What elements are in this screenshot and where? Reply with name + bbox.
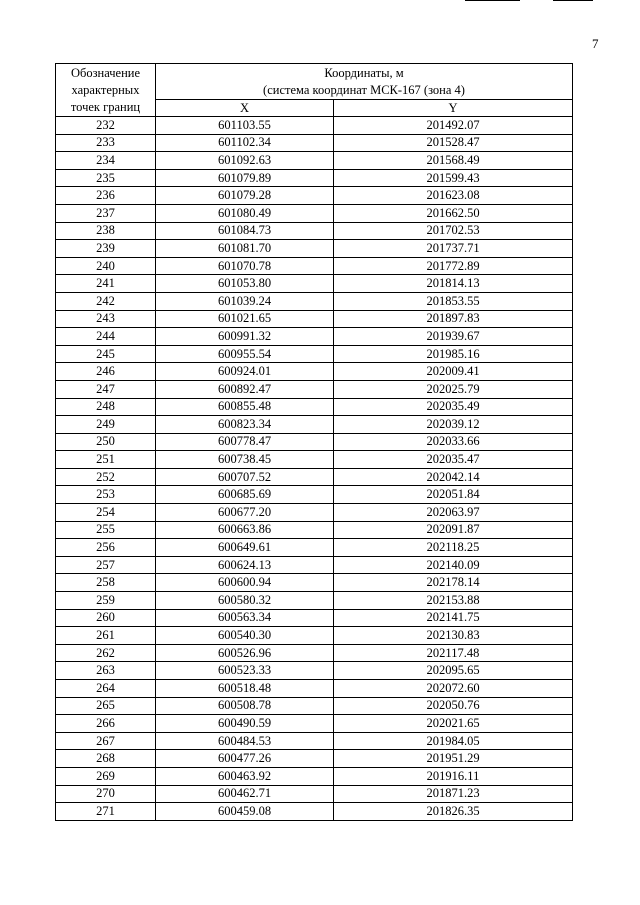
table-row	[56, 451, 573, 469]
x-coordinate-cell: 600924.01	[156, 363, 334, 381]
table-row	[56, 169, 573, 187]
y-coordinate-cell: 201871.23	[334, 785, 573, 803]
point-number-cell: 240	[56, 257, 156, 275]
x-coordinate-cell: 600892.47	[156, 380, 334, 398]
point-number-cell: 268	[56, 750, 156, 768]
table-row	[56, 275, 573, 293]
point-number-cell: 249	[56, 416, 156, 434]
x-coordinate-cell: 600624.13	[156, 556, 334, 574]
y-coordinate-cell: 202118.25	[334, 539, 573, 557]
point-designation-header	[56, 64, 156, 117]
point-header-line-1: Обозначение	[70, 65, 141, 80]
y-coordinate-cell: 202130.83	[334, 627, 573, 645]
y-coordinate-cell: 202091.87	[334, 521, 573, 539]
y-coordinate-cell: 201814.13	[334, 275, 573, 293]
y-coordinate-cell: 201568.49	[334, 152, 573, 170]
table-row	[56, 609, 573, 627]
y-coordinate-cell: 201826.35	[334, 803, 573, 821]
coordinates-header	[156, 64, 573, 100]
table-row	[56, 539, 573, 557]
x-coordinate-cell: 600677.20	[156, 504, 334, 522]
table-row	[56, 152, 573, 170]
point-number-cell: 242	[56, 292, 156, 310]
y-coordinate-cell: 202039.12	[334, 416, 573, 434]
top-line-right	[553, 0, 593, 1]
table-row	[56, 292, 573, 310]
y-coordinate-cell: 202033.66	[334, 433, 573, 451]
point-header-line-3: точек границ	[70, 99, 141, 114]
table-row	[56, 257, 573, 275]
point-number-cell: 236	[56, 187, 156, 205]
x-coordinate-cell: 601084.73	[156, 222, 334, 240]
point-number-cell: 265	[56, 697, 156, 715]
table-row	[56, 328, 573, 346]
y-coordinate-cell: 201599.43	[334, 169, 573, 187]
point-number-cell: 259	[56, 592, 156, 610]
x-coordinate-cell: 600991.32	[156, 328, 334, 346]
x-coordinate-cell: 600685.69	[156, 486, 334, 504]
x-coordinate-cell: 601102.34	[156, 134, 334, 152]
table-row	[56, 204, 573, 222]
table-row	[56, 398, 573, 416]
point-number-cell: 264	[56, 680, 156, 698]
x-coordinate-cell: 601092.63	[156, 152, 334, 170]
point-number-cell: 254	[56, 504, 156, 522]
table-row	[56, 715, 573, 733]
x-coordinate-cell: 600523.33	[156, 662, 334, 680]
y-column-header: Y	[334, 100, 573, 117]
y-coordinate-cell: 202153.88	[334, 592, 573, 610]
point-number-cell: 246	[56, 363, 156, 381]
x-coordinate-cell: 600484.53	[156, 732, 334, 750]
y-coordinate-cell: 202050.76	[334, 697, 573, 715]
x-coordinate-cell: 600477.26	[156, 750, 334, 768]
y-coordinate-cell: 201492.07	[334, 117, 573, 135]
point-number-cell: 233	[56, 134, 156, 152]
table-row	[56, 785, 573, 803]
table-row	[56, 363, 573, 381]
table-row	[56, 187, 573, 205]
point-number-cell: 262	[56, 644, 156, 662]
x-coordinate-cell: 600778.47	[156, 433, 334, 451]
point-number-cell: 266	[56, 715, 156, 733]
x-coordinate-cell: 600707.52	[156, 468, 334, 486]
x-coordinate-cell: 600563.34	[156, 609, 334, 627]
coordinates-table	[55, 63, 573, 821]
x-coordinate-cell: 600600.94	[156, 574, 334, 592]
table-row	[56, 767, 573, 785]
table-row	[56, 574, 573, 592]
x-coordinate-cell: 600663.86	[156, 521, 334, 539]
table-row	[56, 310, 573, 328]
x-column-header: X	[156, 100, 334, 117]
page-number: 7	[592, 36, 599, 51]
y-coordinate-cell: 201916.11	[334, 767, 573, 785]
x-coordinate-cell: 601080.49	[156, 204, 334, 222]
table-row	[56, 240, 573, 258]
point-number-cell: 257	[56, 556, 156, 574]
x-coordinate-cell: 600459.08	[156, 803, 334, 821]
y-coordinate-cell: 202063.97	[334, 504, 573, 522]
point-number-cell: 271	[56, 803, 156, 821]
table-row	[56, 644, 573, 662]
table-row	[56, 416, 573, 434]
y-coordinate-cell: 201984.05	[334, 732, 573, 750]
point-number-cell: 255	[56, 521, 156, 539]
table-row	[56, 592, 573, 610]
table-row	[56, 504, 573, 522]
y-coordinate-cell: 201951.29	[334, 750, 573, 768]
point-number-cell: 238	[56, 222, 156, 240]
coordinate-system: (система координат МСК-167 (зона 4)	[263, 82, 465, 97]
point-number-cell: 251	[56, 451, 156, 469]
point-number-cell: 237	[56, 204, 156, 222]
point-header-line-2: характерных	[71, 82, 140, 97]
table-row	[56, 433, 573, 451]
x-coordinate-cell: 600462.71	[156, 785, 334, 803]
point-number-cell: 248	[56, 398, 156, 416]
x-coordinate-cell: 600738.45	[156, 451, 334, 469]
point-number-cell: 239	[56, 240, 156, 258]
point-number-cell: 234	[56, 152, 156, 170]
point-number-cell: 247	[56, 380, 156, 398]
table-row	[56, 697, 573, 715]
point-number-cell: 261	[56, 627, 156, 645]
coordinates-title: Координаты, м	[324, 65, 404, 80]
y-coordinate-cell: 201623.08	[334, 187, 573, 205]
table-row	[56, 380, 573, 398]
y-coordinate-cell: 202035.49	[334, 398, 573, 416]
y-coordinate-cell: 202140.09	[334, 556, 573, 574]
y-coordinate-cell: 202042.14	[334, 468, 573, 486]
table-row	[56, 486, 573, 504]
x-coordinate-cell: 600855.48	[156, 398, 334, 416]
table-row	[56, 662, 573, 680]
y-coordinate-cell: 201772.89	[334, 257, 573, 275]
x-coordinate-cell: 601070.78	[156, 257, 334, 275]
y-coordinate-cell: 201939.67	[334, 328, 573, 346]
x-coordinate-cell: 601081.70	[156, 240, 334, 258]
x-coordinate-cell: 600490.59	[156, 715, 334, 733]
x-coordinate-cell: 600518.48	[156, 680, 334, 698]
table-row	[56, 732, 573, 750]
y-coordinate-cell: 201528.47	[334, 134, 573, 152]
x-coordinate-cell: 600540.30	[156, 627, 334, 645]
y-coordinate-cell: 202117.48	[334, 644, 573, 662]
y-coordinate-cell: 201897.83	[334, 310, 573, 328]
x-coordinate-cell: 601053.80	[156, 275, 334, 293]
table-row	[56, 222, 573, 240]
point-number-cell: 244	[56, 328, 156, 346]
y-coordinate-cell: 201985.16	[334, 345, 573, 363]
table-row	[56, 468, 573, 486]
table-row	[56, 134, 573, 152]
x-coordinate-cell: 600823.34	[156, 416, 334, 434]
top-line-left	[465, 0, 520, 1]
point-number-cell: 243	[56, 310, 156, 328]
point-number-cell: 260	[56, 609, 156, 627]
x-coordinate-cell: 601021.65	[156, 310, 334, 328]
point-number-cell: 252	[56, 468, 156, 486]
x-coordinate-cell: 601039.24	[156, 292, 334, 310]
point-number-cell: 267	[56, 732, 156, 750]
y-coordinate-cell: 202009.41	[334, 363, 573, 381]
x-coordinate-cell: 600463.92	[156, 767, 334, 785]
table-row	[56, 627, 573, 645]
point-number-cell: 269	[56, 767, 156, 785]
table-row	[56, 345, 573, 363]
point-number-cell: 263	[56, 662, 156, 680]
point-number-cell: 258	[56, 574, 156, 592]
point-number-cell: 235	[56, 169, 156, 187]
table-row	[56, 556, 573, 574]
point-number-cell: 232	[56, 117, 156, 135]
x-coordinate-cell: 600508.78	[156, 697, 334, 715]
point-number-cell: 250	[56, 433, 156, 451]
y-coordinate-cell: 202051.84	[334, 486, 573, 504]
point-number-cell: 270	[56, 785, 156, 803]
table-row	[56, 680, 573, 698]
x-coordinate-cell: 601079.89	[156, 169, 334, 187]
x-coordinate-cell: 600580.32	[156, 592, 334, 610]
table-row	[56, 803, 573, 821]
table-row	[56, 117, 573, 135]
y-coordinate-cell: 201702.53	[334, 222, 573, 240]
y-coordinate-cell: 201662.50	[334, 204, 573, 222]
x-coordinate-cell: 601103.55	[156, 117, 334, 135]
coordinates-body	[56, 117, 573, 821]
point-number-cell: 253	[56, 486, 156, 504]
y-coordinate-cell: 202072.60	[334, 680, 573, 698]
x-coordinate-cell: 600955.54	[156, 345, 334, 363]
y-coordinate-cell: 202141.75	[334, 609, 573, 627]
y-coordinate-cell: 201737.71	[334, 240, 573, 258]
y-coordinate-cell: 202035.47	[334, 451, 573, 469]
x-coordinate-cell: 600526.96	[156, 644, 334, 662]
y-coordinate-cell: 202021.65	[334, 715, 573, 733]
y-coordinate-cell: 202025.79	[334, 380, 573, 398]
y-coordinate-cell: 202178.14	[334, 574, 573, 592]
x-coordinate-cell: 601079.28	[156, 187, 334, 205]
table-row	[56, 521, 573, 539]
table-row	[56, 750, 573, 768]
x-coordinate-cell: 600649.61	[156, 539, 334, 557]
y-coordinate-cell: 201853.55	[334, 292, 573, 310]
y-coordinate-cell: 202095.65	[334, 662, 573, 680]
point-number-cell: 245	[56, 345, 156, 363]
point-number-cell: 241	[56, 275, 156, 293]
point-number-cell: 256	[56, 539, 156, 557]
